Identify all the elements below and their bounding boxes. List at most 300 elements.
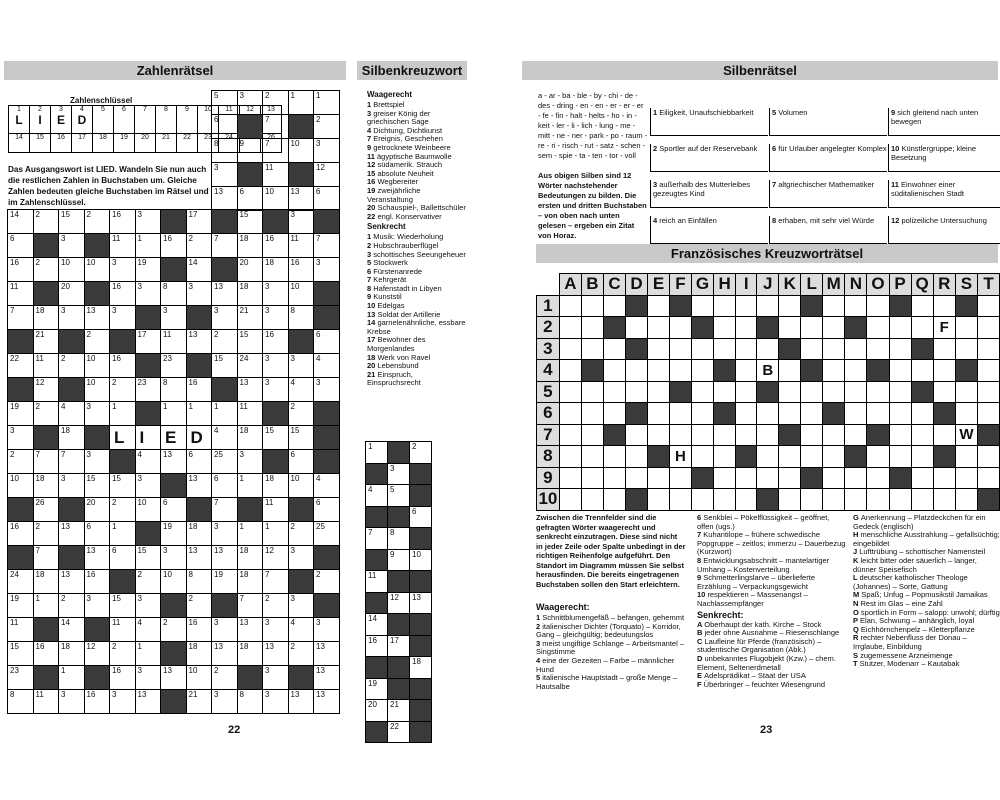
cell-number: 1 <box>214 402 219 411</box>
key-cell: 26 <box>261 134 282 153</box>
grid-cell <box>288 450 314 474</box>
clue-number: 5 <box>367 258 374 268</box>
clue-text: greiser König der griechischen Sage <box>367 108 431 127</box>
fz-cell <box>626 403 648 425</box>
fz-cell <box>626 295 648 317</box>
cell-number: 2 <box>86 210 91 219</box>
silben-row <box>366 442 432 464</box>
cell-number: 3 <box>61 474 66 483</box>
syllable-clue <box>888 144 1000 172</box>
cell-number: 14 <box>10 210 19 219</box>
grid-cell <box>59 426 85 450</box>
grid-cell <box>8 282 34 306</box>
grid-cell <box>288 666 314 690</box>
cell-number: 4 <box>137 618 142 627</box>
grid-cell <box>84 354 110 378</box>
grid-cell <box>161 330 187 354</box>
cell-number: 20 <box>86 498 96 507</box>
grid-cell <box>135 474 161 498</box>
grid-cell <box>186 570 212 594</box>
fz-cell <box>823 424 845 446</box>
lied-letter: I <box>139 428 145 447</box>
cell-number: 8 <box>163 378 168 387</box>
fz-cell <box>779 403 801 425</box>
grid-cell <box>135 306 161 330</box>
silben-number: 14 <box>368 614 377 623</box>
clue-text: Wegbereiter <box>377 177 419 187</box>
fz-cell <box>978 381 1000 403</box>
fz-cell <box>757 424 779 446</box>
fz-cell <box>714 446 736 468</box>
grid-cell <box>314 306 340 330</box>
grid-cell <box>314 546 340 570</box>
fz-cell <box>736 489 757 511</box>
cell-number: 15 <box>239 330 249 339</box>
fz-cell <box>955 381 977 403</box>
grid-cell <box>186 354 212 378</box>
grid-cell <box>314 139 340 163</box>
silben-row <box>366 485 432 507</box>
grid-cell <box>186 498 212 522</box>
fz-cell <box>603 403 625 425</box>
grid-cell <box>110 354 136 378</box>
cell-number: 16 <box>86 570 96 579</box>
clue-text: Schnittblumengefäß – befangen, gehemmt <box>542 613 685 622</box>
fz-col-header: O <box>867 274 889 296</box>
clue-number: 19 <box>367 185 378 195</box>
clue-item <box>367 213 467 222</box>
fz-cell <box>911 489 933 511</box>
key-cell: 23 <box>198 134 219 153</box>
fz-cell <box>559 403 581 425</box>
fz-cell <box>889 317 911 339</box>
clue-text: getrocknete Weinbeere <box>373 142 451 152</box>
cell-number: 19 <box>10 402 19 411</box>
fz-cell <box>845 360 867 382</box>
zahlen-intro: Das Ausgangswort ist LIED. Wandeln Sie nun auch die restlichen Zahlen in Buchstaben um. Gleiche Zahlen bedeuten gleiche Buchstaben im Rätsel und im Zahlenschlüssel. <box>8 165 209 207</box>
syllable-clue <box>650 180 768 208</box>
cell-number: 11 <box>239 402 248 411</box>
silben-cell <box>388 549 410 571</box>
fz-cell <box>714 295 736 317</box>
grid-cell <box>59 402 85 426</box>
silben-cell <box>410 571 432 593</box>
clue-text: Musik: Wiederholung <box>373 232 444 242</box>
fz-cell <box>978 467 1000 489</box>
silbenkreuzwort-banner: Silbenkreuzwort <box>357 61 467 80</box>
clue-text: zugemessene Arzneimenge <box>860 650 953 660</box>
clue-number: A <box>697 619 705 629</box>
fz-cell <box>889 360 911 382</box>
clue-number: 4 <box>536 655 543 665</box>
grid-cell <box>33 594 59 618</box>
cell-number: 10 <box>137 498 147 507</box>
cell-number: 19 <box>137 258 147 267</box>
fz-cell <box>845 424 867 446</box>
fz-cell <box>955 467 977 489</box>
clue-item <box>697 591 847 608</box>
grid-cell <box>212 690 238 714</box>
silben-cell <box>410 528 432 550</box>
grid-cell <box>314 690 340 714</box>
clue-item <box>367 336 467 353</box>
clue-number: L <box>853 573 860 583</box>
clue-text: Kuhantilope – frühere schwedische Popgruppe – zeitlos; immerzu – Dauerbezug (Kurzwort) <box>697 530 846 557</box>
cell-number: 4 <box>137 450 142 459</box>
fz-row <box>537 424 1000 446</box>
fz-across-col <box>536 602 691 691</box>
fz-cell <box>933 424 955 446</box>
grid-cell <box>8 594 34 618</box>
cell-number: 18 <box>61 642 70 651</box>
cell-number: 7 <box>35 450 40 459</box>
fz-cell <box>581 467 603 489</box>
grid-cell <box>186 234 212 258</box>
fz-cell <box>978 317 1000 339</box>
fz-cell <box>823 360 845 382</box>
syllable-clue <box>769 180 887 208</box>
cell-number: 1 <box>112 402 117 411</box>
grid-cell <box>59 330 85 354</box>
cell-number: 2 <box>86 330 91 339</box>
cell-number: 2 <box>290 642 295 651</box>
syl-number: 10 <box>891 144 902 153</box>
fz-cell <box>626 424 648 446</box>
fz-cell <box>670 489 692 511</box>
grid-cell <box>161 498 187 522</box>
grid-cell <box>186 306 212 330</box>
key-cell: 3 E <box>51 106 72 134</box>
clue-number: T <box>853 659 860 669</box>
grid-cell <box>263 594 289 618</box>
grid-cell <box>288 690 314 714</box>
cell-number: 3 <box>265 690 270 699</box>
grid-cell <box>263 402 289 426</box>
fz-cell <box>603 467 625 489</box>
fz-cell <box>559 489 581 511</box>
grid-cell <box>212 666 238 690</box>
cell-number: 7 <box>10 306 15 315</box>
grid-cell <box>59 306 85 330</box>
fz-col-header: K <box>779 274 801 296</box>
cell-number: 16 <box>10 258 19 267</box>
cell-number: 3 <box>316 618 321 627</box>
cell-number: 3 <box>188 282 193 291</box>
grid-cell <box>59 234 85 258</box>
clue-text: garnelenähnliche, essbare Krebse <box>367 318 466 336</box>
grid-cell <box>212 282 238 306</box>
grid-cell <box>314 474 340 498</box>
cell-number: 6 <box>214 474 219 483</box>
grid-cell <box>135 354 161 378</box>
grid-row <box>8 354 340 378</box>
cell-number: 11 <box>163 330 172 339</box>
grid-cell <box>33 258 59 282</box>
cell-number: 3 <box>239 91 244 100</box>
fz-cell <box>736 424 757 446</box>
clue-text: meist ungiftige Schlange – Arbeitsmantel – Singstimme <box>536 638 685 657</box>
fz-row <box>537 489 1000 511</box>
grid-cell <box>8 402 34 426</box>
cell-number: 18 <box>239 426 249 435</box>
cell-number: 4 <box>61 402 66 411</box>
grid-cell <box>212 594 238 618</box>
syllables-intro: Aus obigen Silben sind 12 Wörter nachstehender Bedeutungen zu bilden. Die ersten und dritten Buchstaben – von oben nach unten gelesen – ergeben ein Zitat von Horaz. <box>538 171 647 240</box>
clue-number: 2 <box>536 621 543 631</box>
cell-number: 11 <box>290 234 299 243</box>
grid-cell <box>314 163 340 187</box>
clue-number: 22 <box>367 211 378 221</box>
fz-row <box>537 317 1000 339</box>
cell-number: 18 <box>239 546 249 555</box>
syllable-clue <box>888 180 1000 208</box>
clue-text: Eichhörnchenpelz – Kletterpflanze <box>860 624 975 634</box>
cell-number: 7 <box>214 234 219 243</box>
clue-text: Einspruch, Einspruchsrecht <box>367 369 421 388</box>
silben-cell <box>410 614 432 636</box>
clue-text: Dichtung, Dichtkunst <box>373 125 443 135</box>
cell-number: 1 <box>316 91 321 100</box>
grid-cell <box>110 450 136 474</box>
grid-cell <box>110 210 136 234</box>
fz-cell <box>559 424 581 446</box>
fz-cell <box>801 446 823 468</box>
fz-cell <box>559 338 581 360</box>
grid-cell <box>263 330 289 354</box>
silben-cell <box>366 657 388 679</box>
cell-number: 8 <box>188 570 193 579</box>
grid-cell <box>288 546 314 570</box>
cell-number: 2 <box>163 618 168 627</box>
cell-number: 13 <box>316 690 325 699</box>
cell-number: 2 <box>35 402 40 411</box>
fz-cell <box>823 381 845 403</box>
grid-cell <box>186 450 212 474</box>
cell-number: 13 <box>163 666 172 675</box>
fz-cell <box>648 489 670 511</box>
cell-number: 10 <box>61 258 70 267</box>
fz-cell <box>955 338 977 360</box>
fz-cell <box>581 489 603 511</box>
syl-number: 2 <box>653 144 660 153</box>
fz-cell <box>845 295 867 317</box>
cell-number: 8 <box>10 690 15 699</box>
cell-number: 13 <box>188 330 198 339</box>
grid-cell <box>237 474 263 498</box>
clue-text: jeder ohne Ausnahme – Riesenschlange <box>704 628 840 638</box>
grid-cell <box>161 402 187 426</box>
cell-number: 9 <box>239 139 244 148</box>
silben-cell <box>410 463 432 485</box>
grid-cell <box>33 402 59 426</box>
grid-cell <box>110 258 136 282</box>
grid-cell <box>237 450 263 474</box>
clue-text: Edelgas <box>377 301 405 311</box>
syl-text: altgriechischer Mathematiker <box>778 180 875 189</box>
grid-cell <box>212 187 238 211</box>
grid-cell <box>161 258 187 282</box>
clue-item <box>697 557 847 574</box>
cell-number: 12 <box>35 378 45 387</box>
silben-cell <box>410 700 432 722</box>
cell-number: 1 <box>188 402 193 411</box>
grid-cell <box>135 666 161 690</box>
grid-cell <box>288 91 314 115</box>
clue-item <box>536 657 691 674</box>
cell-number: 21 <box>188 690 198 699</box>
grid-cell <box>314 187 340 211</box>
key-cell: 19 <box>114 134 135 153</box>
syl-text: polizeiliche Untersuchung <box>901 216 987 225</box>
fz-cell <box>581 424 603 446</box>
cell-number: 2 <box>188 234 193 243</box>
cell-number: 6 <box>214 115 219 124</box>
grid-cell <box>8 378 34 402</box>
cell-number: 16 <box>265 330 274 339</box>
cell-number: 3 <box>112 306 117 315</box>
cell-number: 18 <box>35 570 45 579</box>
fz-cell <box>603 446 625 468</box>
fz-col-header: H <box>714 274 736 296</box>
cell-number: 10 <box>265 187 274 196</box>
fz-cell <box>779 338 801 360</box>
fz-cell <box>933 489 955 511</box>
fz-col-header: B <box>581 274 603 296</box>
silben-cell <box>388 485 410 507</box>
fz-cell <box>670 424 692 446</box>
cell-number: 25 <box>316 522 325 531</box>
cell-number: 15 <box>137 546 147 555</box>
fz-row <box>537 403 1000 425</box>
grid-cell <box>237 570 263 594</box>
syllable-clue <box>769 144 887 172</box>
clue-text: sportlich in Form – salopp: unwohl; dürftig <box>860 607 1000 617</box>
cell-number: 15 <box>112 594 121 603</box>
fz-cell <box>933 381 955 403</box>
fz-cell <box>648 360 670 382</box>
cell-number: 2 <box>214 330 219 339</box>
cell-number: 2 <box>10 450 15 459</box>
silben-cell <box>366 442 388 464</box>
cell-number: 12 <box>316 163 325 172</box>
fz-col-header: P <box>889 274 911 296</box>
fz-cell <box>823 295 845 317</box>
clue-item <box>536 640 691 657</box>
grid-cell <box>110 642 136 666</box>
clue-text: engl. Konservativer <box>377 211 442 221</box>
fz-cell <box>933 338 955 360</box>
grid-cell <box>314 210 340 234</box>
grid-cell <box>135 210 161 234</box>
grid-cell <box>135 426 161 450</box>
clue-number: 15 <box>367 168 378 178</box>
key-cell: 22 <box>177 134 198 153</box>
cell-number: 18 <box>239 282 249 291</box>
grid-cell <box>212 330 238 354</box>
grid-cell <box>84 306 110 330</box>
silben-row <box>366 700 432 722</box>
fz-cell <box>736 317 757 339</box>
grid-row <box>8 402 340 426</box>
cell-number: 13 <box>214 546 223 555</box>
grid-cell <box>84 690 110 714</box>
cell-number: 11 <box>112 234 121 243</box>
grid-cell <box>314 330 340 354</box>
fz-cell <box>955 403 977 425</box>
grid-cell <box>8 210 34 234</box>
grid-cell <box>288 498 314 522</box>
grid-cell <box>84 618 110 642</box>
grid-cell <box>263 450 289 474</box>
grid-cell <box>84 234 110 258</box>
clue-number: 14 <box>367 318 378 328</box>
clue-text: eine der Gezeiten – Farbe – männlicher Hund <box>536 655 675 674</box>
silben-row <box>366 657 432 679</box>
cell-number: 1 <box>137 642 142 651</box>
cell-number: 1 <box>239 522 244 531</box>
cell-number: 16 <box>10 522 19 531</box>
fz-cell <box>911 317 933 339</box>
fz-cell <box>911 381 933 403</box>
syl-number: 3 <box>653 180 660 189</box>
cell-number: 3 <box>214 690 219 699</box>
clue-number: 3 <box>367 249 374 259</box>
grid-cell <box>135 234 161 258</box>
clue-number: G <box>853 513 861 522</box>
fz-cell <box>911 467 933 489</box>
fz-cell <box>626 446 648 468</box>
grid-cell <box>237 258 263 282</box>
clue-number: Q <box>853 624 861 634</box>
grid-cell <box>263 618 289 642</box>
cell-number: 1 <box>239 474 244 483</box>
fz-cell <box>691 338 713 360</box>
grid-cell <box>263 258 289 282</box>
cell-number: 3 <box>290 594 295 603</box>
grid-cell <box>263 210 289 234</box>
fz-cell <box>889 295 911 317</box>
clue-text: Ereignis, Geschehen <box>373 134 443 144</box>
grid-cell <box>8 450 34 474</box>
clue-text: Fürstenanrede <box>373 266 423 276</box>
grid-cell <box>212 91 238 115</box>
syl-text: erhaben, mit sehr viel Würde <box>778 216 875 225</box>
key-cell: 10 <box>198 106 219 134</box>
cell-number: 20 <box>239 258 249 267</box>
fz-across-col2 <box>697 514 847 689</box>
fz-cell <box>648 467 670 489</box>
grid-cell <box>84 210 110 234</box>
grid-cell <box>237 642 263 666</box>
cell-number: 13 <box>214 282 223 291</box>
fz-col-header: S <box>955 274 977 296</box>
grid-row <box>8 498 340 522</box>
fz-col-header: T <box>978 274 1000 296</box>
fz-cell <box>670 338 692 360</box>
fz-cell <box>801 295 823 317</box>
clue-number: 9 <box>367 142 374 152</box>
cell-number: 8 <box>290 306 295 315</box>
cell-number: 3 <box>265 306 270 315</box>
fz-cell <box>889 424 911 446</box>
fz-cell <box>801 338 823 360</box>
clue-text: rechter Nebenfluss der Donau – Irrglaube, Einbildung <box>853 633 967 651</box>
fz-row-header: 2 <box>537 317 560 339</box>
zahlenraetsel-banner: Zahlenrätsel <box>4 61 346 80</box>
cell-number: 3 <box>61 690 66 699</box>
grid-cell <box>161 354 187 378</box>
clue-number: 10 <box>697 590 708 600</box>
